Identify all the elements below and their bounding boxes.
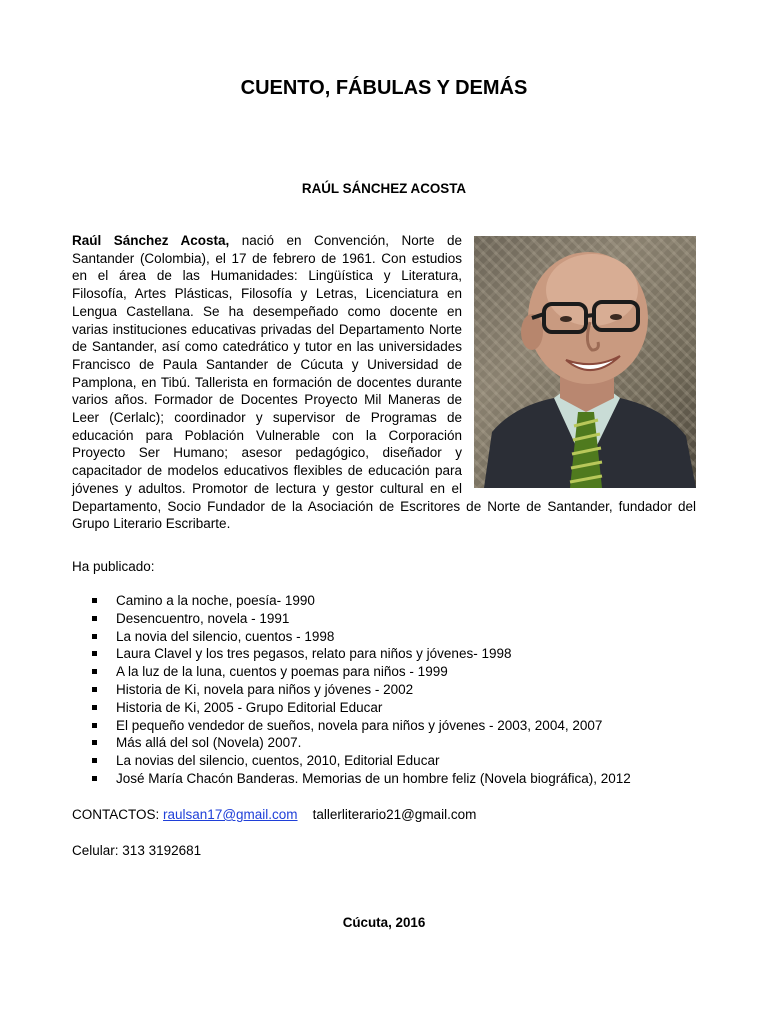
list-item [92,734,631,752]
publication-title: Historia de Ki, novela para niños y jóvenes - 2002 [116,681,414,697]
square-bullet-icon [92,758,97,763]
email-plain: tallerliterario21@gmail.com [312,807,477,822]
square-bullet-icon [92,687,97,692]
square-bullet-icon [92,651,97,656]
phone-label: Celular: [72,843,119,858]
publication-title: José María Chacón Banderas. Memorias de un hombre feliz (Novela biográfica), 2012 [116,770,631,786]
document-title: CUENTO, FÁBULAS Y DEMÁS [240,77,528,99]
author-portrait [474,236,696,488]
publication-title: Historia de Ki, 2005 - Grupo Editorial Educar [116,699,383,715]
list-item [92,628,631,646]
publication-title: La novia del silencio, cuentos - 1998 [116,628,335,644]
list-item [92,699,631,717]
biography-body: nació en Convención, Norte de Santander (Colombia), el 17 de febrero de 1961. Con estudios en el área de las Humanidades: Lingüística y Literatura, Filosofía, Artes Plásticas, Filosofía y Letras, Licenciatura en Lengua Castellana. Se ha desempeñado como docente en varias instituciones educativas privadas del Departamento Norte de Santander, así como catedrático y tutor en las universidades Francisco de Paula Santander de Cúcuta y Universidad de Pamplona, en Tibú. Tallerista en formación de docentes durante varios años. Formador de Docentes Proyecto Mil Maneras de Leer (Cerlalc); coordinador y supervisor de Programas de educación para Población Vulnerable con la Corporación Proyecto Ser Humano; asesor pedagógico, diseñador y capacitador de modelos educativos flexibles de educación para jóvenes y adultos. Promotor de lectura y gestor cultural en el Departamento, Socio Fundador de la Asociación de Escritores de Norte de Santander, fundador del Grupo Literario Escribarte. [72,233,696,532]
place-and-year: Cúcuta, 2016 [342,915,426,930]
contacts-label: CONTACTOS: [72,807,160,822]
publication-title: A la luz de la luna, cuentos y poemas para niños - 1999 [116,664,448,680]
author-heading: RAÚL SÁNCHEZ ACOSTA [301,181,467,196]
email-link[interactable]: raulsan17@gmail.com [163,807,298,822]
list-item [92,770,631,788]
biography-section [72,232,696,533]
publication-title: Camino a la noche, poesía- 1990 [116,593,315,608]
publication-title: Desencuentro, novela - 1991 [116,610,290,626]
list-item [92,610,631,628]
publications-list [92,592,631,788]
square-bullet-icon [92,598,97,603]
publication-title: El pequeño vendedor de sueños, novela para niños y jóvenes - 2003, 2004, 2007 [116,717,603,733]
square-bullet-icon [92,776,97,781]
list-item [92,663,631,681]
publication-title: Laura Clavel y los tres pegasos, relato para niños y jóvenes- 1998 [116,646,512,662]
list-item [92,645,631,663]
square-bullet-icon [92,669,97,674]
list-item [92,592,631,610]
square-bullet-icon [92,740,97,745]
square-bullet-icon [92,723,97,728]
list-item [92,752,631,770]
author-name-bold: Raúl Sánchez Acosta, [72,233,230,248]
list-item [92,681,631,699]
phone-line [72,842,201,860]
contacts-line [72,806,476,824]
square-bullet-icon [92,616,97,621]
square-bullet-icon [92,634,97,639]
list-item [92,717,631,735]
publication-title: La novias del silencio, cuentos, 2010, Editorial Educar [116,753,440,769]
square-bullet-icon [92,705,97,710]
phone-number: 313 3192681 [122,843,202,858]
publication-title: Más allá del sol (Novela) 2007. [116,735,302,751]
publications-heading: Ha publicado: [72,559,155,574]
